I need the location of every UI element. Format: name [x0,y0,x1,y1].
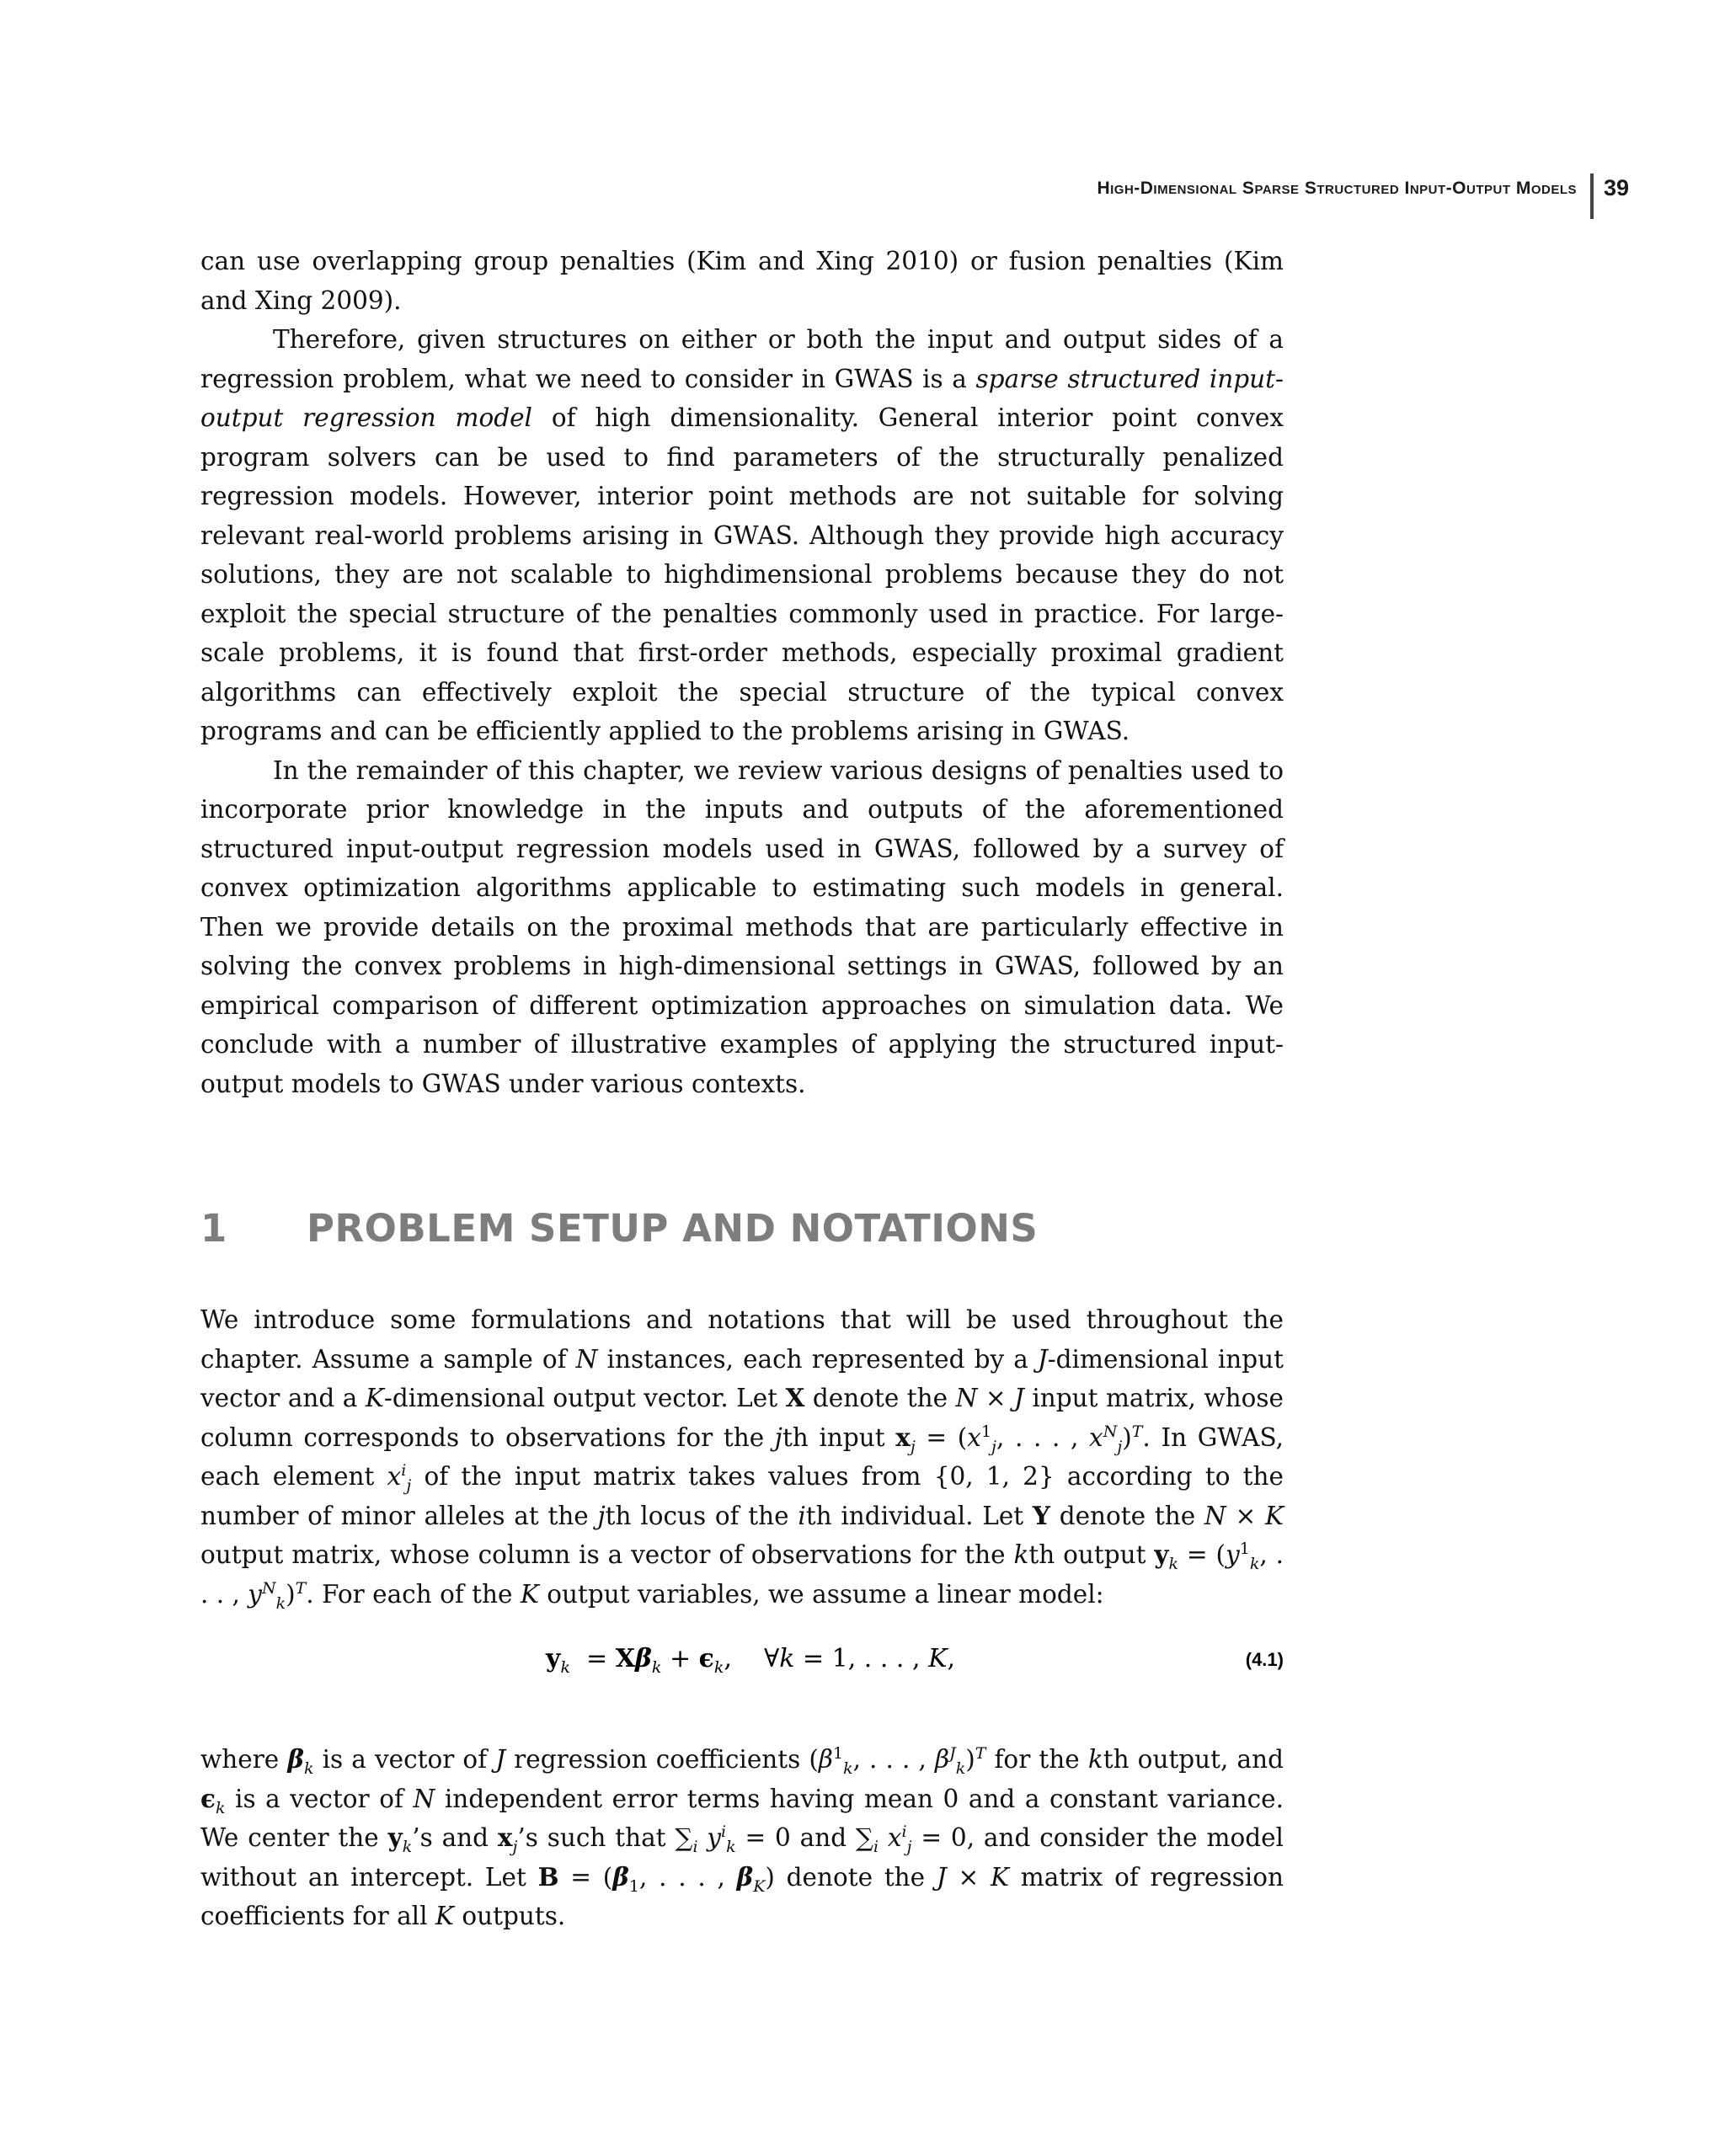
emphasis-phrase: sparse structured input-output regression model [200,364,1284,432]
equation-number: (4.1) [1245,1649,1284,1670]
section-title: PROBLEM SETUP AND NOTATIONS [307,1206,1039,1251]
header-rule [1590,173,1594,219]
paragraph-2: Therefore, given structures on either or both the input and output sides of a regression problem, what we need to consider in GWAS is a sparse structured input-output regression model of high dimensionality. General interior point convex program solvers can be used to find parameters of the structurally penalized regression models. However, interior point methods are not suitable for solving relevant real-world problems arising in GWAS. Although they provide high accuracy solutions, they are not scalable to highdimensional problems because they do not exploit the special structure of the penalties commonly used in practice. For large-scale problems, it is found that first-order methods, especially proximal gradient algorithms can effectively exploit the special structure of the typical convex programs and can be efficiently applied to the problems arising in GWAS. [200,325,1284,745]
equation-4-1 [200,1644,1284,1686]
section-number: 1 [200,1206,227,1251]
running-title: High-Dimensional Sparse Structured Input-Output Models [1097,179,1577,198]
page-number: 39 [1604,175,1630,200]
running-head [927,179,1577,199]
paragraph-4: We introduce some formulations and notations that will be used throughout the chapter. Assume a sample of N instances, each represented by a J-dimensional input vector and a K-dimensional output vector. Let X denote the N × J input matrix, whose column corresponds to observations for the jth input $x_j = (x^1_j$, . . . , $x^N_j)^T$. In GWAS, each element $x^i_j$ of the input matrix takes values from {0, 1, 2} according to the number of minor alleles at the jth locus of the ith individual. Let Y denote the N × K output matrix, whose column is a vector of observations for the kth output $y_k = (y^1_k$, . . . , $y^N_k)^T$. For each of the K output variables, we assume a linear model: [200,1305,1284,1613]
paragraph-1: can use overlapping group penalties (Kim and Xing 2010) or fusion penalties (Kim and Xing 2009). [200,247,1284,315]
intro-text [200,242,1284,1103]
section-heading [200,1206,1295,1251]
paragraph-5: where $\beta_k$ is a vector of J regression coefficients ($\beta^1_k$, . . . , $\beta^J_k)^T$ for the kth output, and $\epsilon_k$ is a vector of N independent error terms having mean 0 and a constant variance. We center the $y_k’s$ and $x_j’s$ such that $\sum_i$ $y^i_k = 0$ and $\sum_i$ $x^i_j = 0$, and consider the model without an intercept. Let $B = (\beta_1$, . . . , $\beta_K$) denote the J × K matrix of regression coefficients for all K outputs. [200,1744,1284,1930]
setup-paragraph [200,1300,1284,1614]
post-equation-paragraph [200,1740,1284,1936]
equation-expression: $y_k = X\beta_k + \epsilon_k$, ∀k = 1, . . . , K, [546,1644,956,1677]
paragraph-3: In the remainder of this chapter, we review various designs of penalties used to incorporate prior knowledge in the inputs and outputs of the aforementioned structured input-output regression models used in GWAS, followed by a survey of convex optimization algorithms applicable to estimating such models in general. Then we provide details on the proximal methods that are particularly effective in solving the convex problems in high-dimensional settings in GWAS, followed by an empirical comparison of different optimization approaches on simulation data. We conclude with a number of illustrative examples of applying the structured input-output models to GWAS under various contexts. [200,755,1284,1098]
